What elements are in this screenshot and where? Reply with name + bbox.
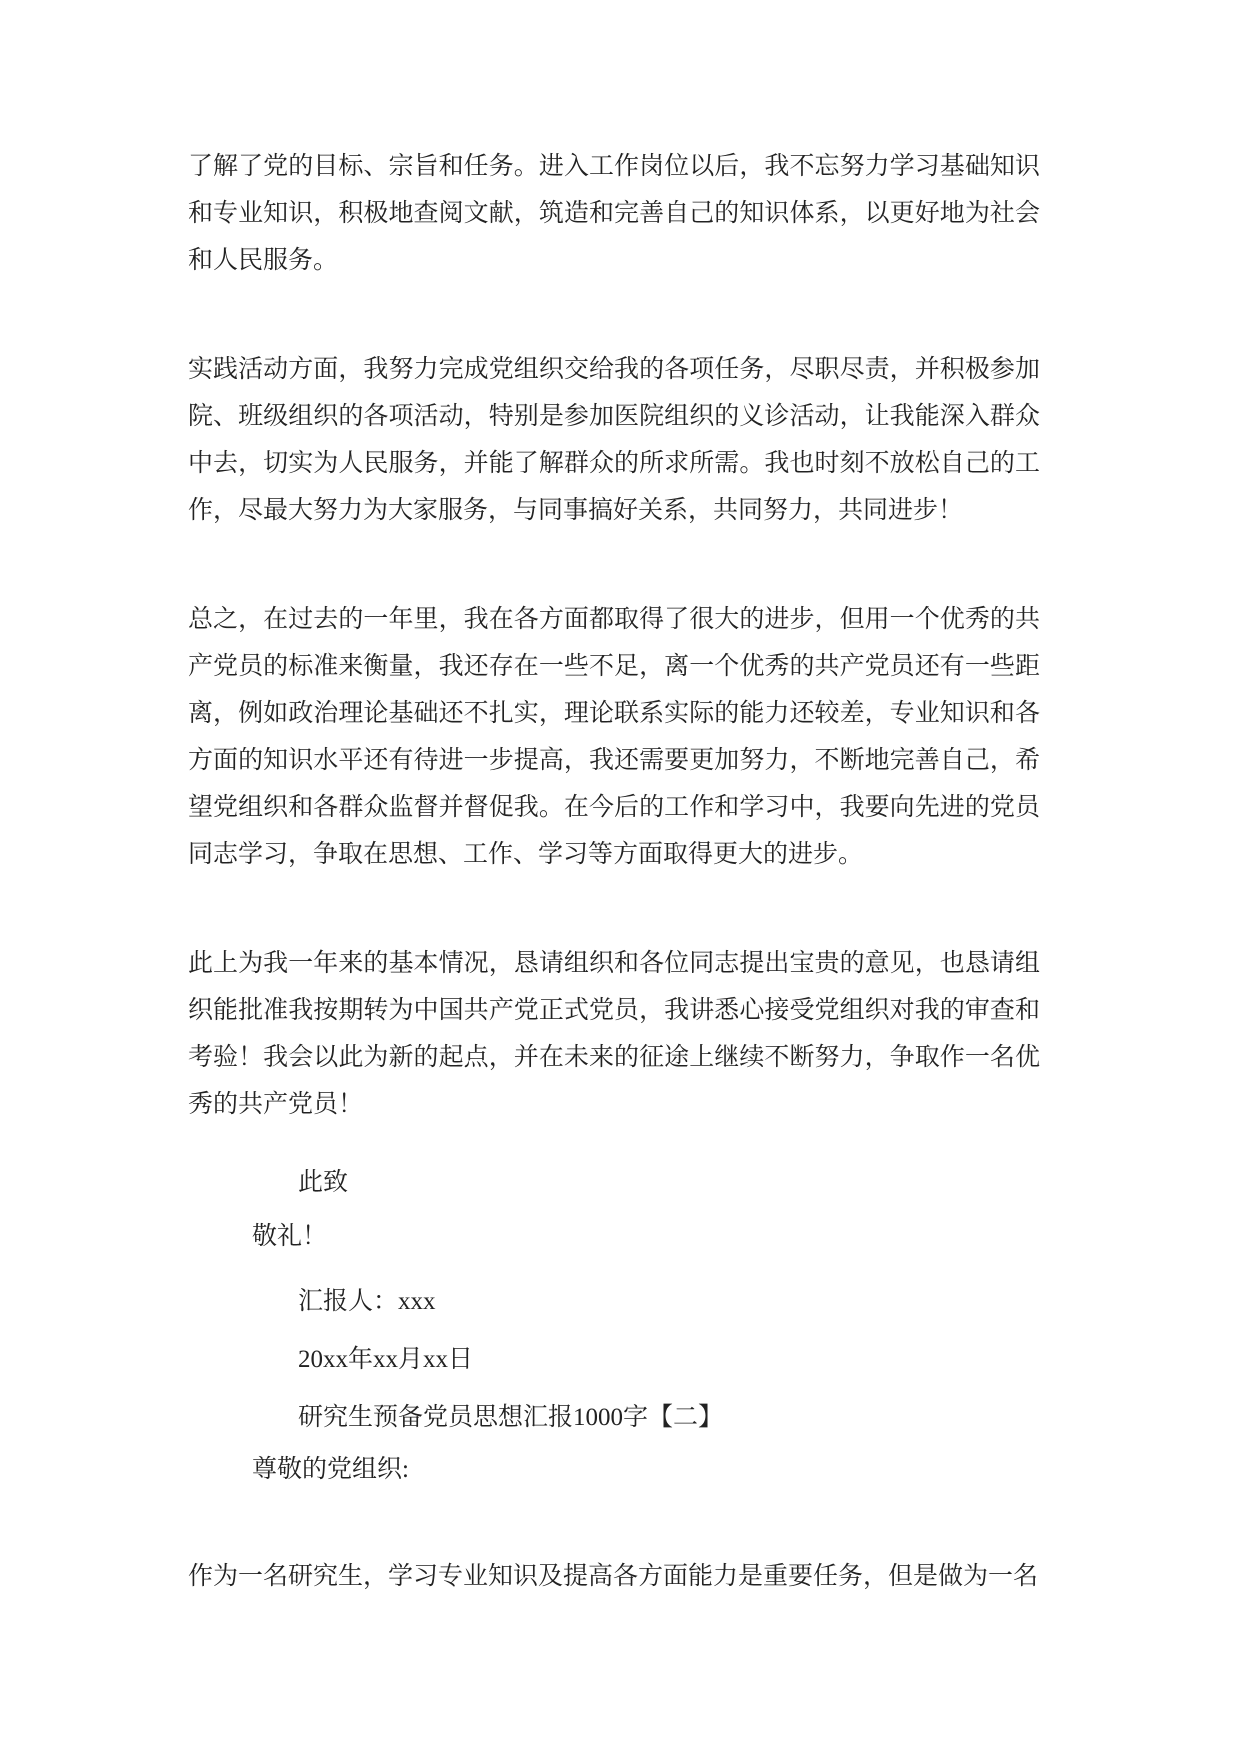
closing-date: 20xx年xx月xx日 [298, 1346, 474, 1373]
paragraph-study: 了解了党的目标、宗旨和任务。进入工作岗位以后，我不忘努力学习基础知识和专业知识，积极地查阅文献，筑造和完善自己的知识体系，以更好地为社会和人民服务。 [188, 153, 1040, 274]
closing-cizhi: 此致 [298, 1169, 349, 1196]
next-section-salutation: 尊敬的党组织: [252, 1456, 409, 1483]
closing-reporter: 汇报人：xxx [298, 1288, 436, 1315]
paragraph-request: 此上为我一年来的基本情况，恳请组织和各位同志提出宝贵的意见，也恳请组织能批准我按期转为中国共产党正式党员，我讲悉心接受党组织对我的审查和考验！我会以此为新的起点，并在未来的征途上继续不断努力，争取作一名优秀的共产党员！ [188, 950, 1040, 1118]
next-section-title: 研究生预备党员思想汇报1000字【二】 [298, 1404, 724, 1431]
next-section-first-line: 作为一名研究生，学习专业知识及提高各方面能力是重要任务，但是做为一名 [188, 1563, 1039, 1590]
closing-salute: 敬礼！ [252, 1223, 328, 1250]
paragraph-summary: 总之，在过去的一年里，我在各方面都取得了很大的进步，但用一个优秀的共产党员的标准来衡量，我还存在一些不足，离一个优秀的共产党员还有一些距离，例如政治理论基础还不扎实，理论联系实际的能力还较差，专业知识和各方面的知识水平还有待进一步提高，我还需要更加努力，不断地完善自己，希望党组织和各群众监督并督促我。在今后的工作和学习中，我要向先进的党员同志学习，争取在思想、工作、学习等方面取得更大的进步。 [188, 606, 1040, 868]
paragraph-practice: 实践活动方面，我努力完成党组织交给我的各项任务，尽职尽责，并积极参加院、班级组织的各项活动，特别是参加医院组织的义诊活动，让我能深入群众中去，切实为人民服务，并能了解群众的所求所需。我也时刻不放松自己的工作，尽最大努力为大家服务，与同事搞好关系，共同努力，共同进步！ [188, 356, 1040, 524]
